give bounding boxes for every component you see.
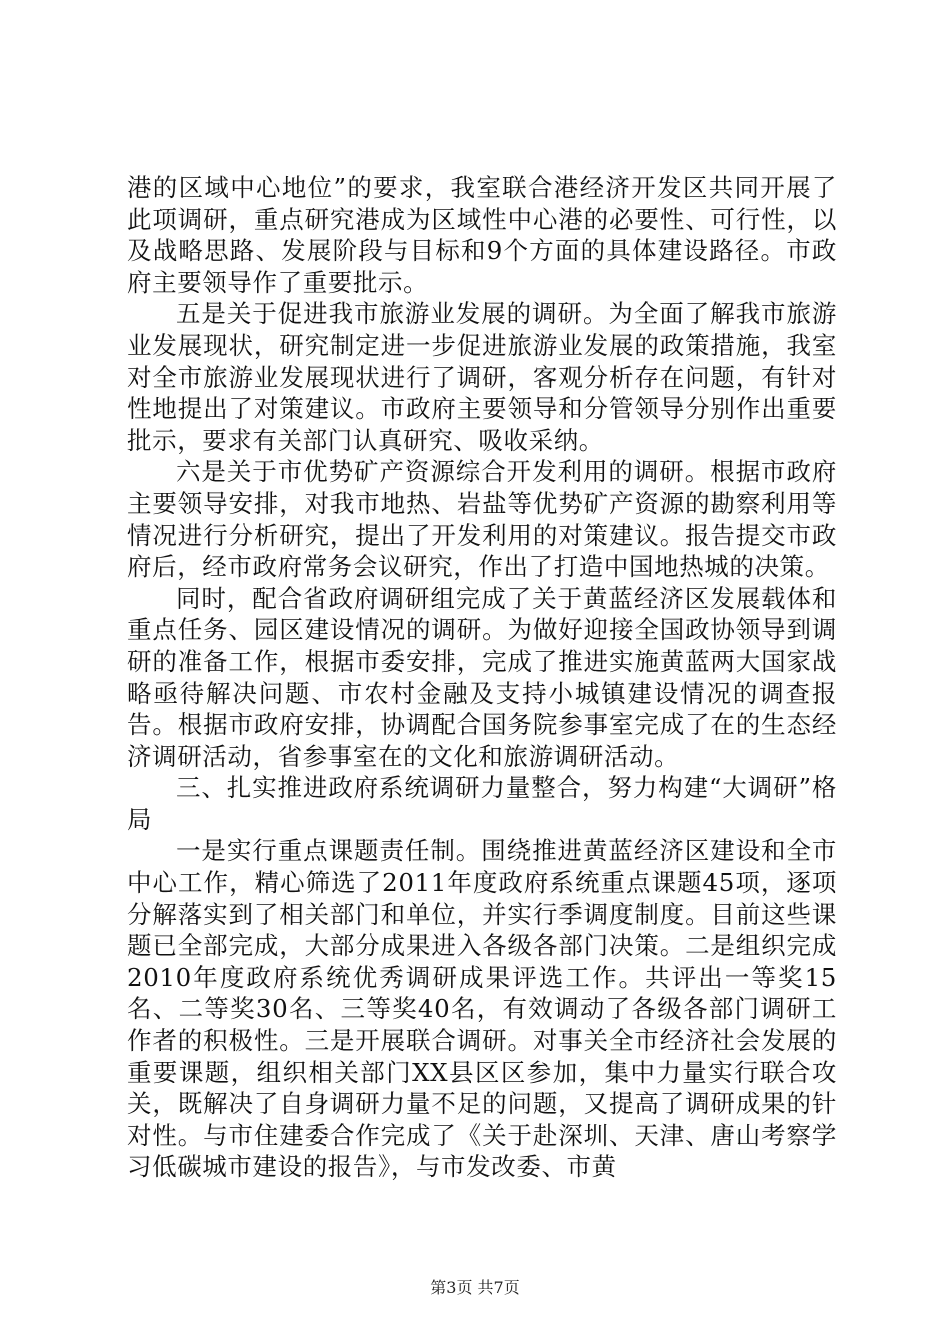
paragraph-4: 同时，配合省政府调研组完成了关于黄蓝经济区发展载体和重点任务、园区建设情况的调研。为做好迎接全国政协领导到调研的准备工作，根据市委安排，完成了推进实施黄蓝两大国家战略亟待解决问题、市农村金融及支持小城镇建设情况的调查报告。根据市政府安排，协调配合国务院参事室完成了在的生态经济调研活动，省参事室在的文化和旅游调研活动。 <box>127 583 837 771</box>
paragraph-3: 六是关于市优势矿产资源综合开发利用的调研。根据市政府主要领导安排，对我市地热、岩盐等优势矿产资源的勘察利用等情况进行分析研究，提出了开发利用的对策建议。报告提交市政府后，经市政府常务会议研究，作出了打造中国地热城的决策。 <box>127 457 837 582</box>
body-text <box>127 172 837 1183</box>
paragraph-1: 港的区域中心地位”的要求，我室联合港经济开发区共同开展了此项调研，重点研究港成为区域性中心港的必要性、可行性，以及战略思路、发展阶段与目标和9个方面的具体建设路径。市政府主要领导作了重要批示。 <box>127 173 837 297</box>
paragraph-2: 五是关于促进我市旅游业发展的调研。为全面了解我市旅游业发展现状，研究制定进一步促进旅游业发展的政策措施，我室对全市旅游业发展现状进行了调研，客观分析存在问题，有针对性地提出了对策建议。市政府主要领导和分管领导分别作出重要批示，要求有关部门认真研究、吸收采纳。 <box>127 299 837 455</box>
page-footer: 第3页 共7页 <box>430 1278 520 1297</box>
paragraph-5: 一是实行重点课题责任制。围绕推进黄蓝经济区建设和全市中心工作，精心筛选了2011年度政府系统重点课题45项，逐项分解落实到了相关部门和单位，并实行季调度制度。目前这些课题已全部完成，大部分成果进入各级各部门决策。二是组织完成2010年度政府系统优秀调研成果评选工作。共评出一等奖15名、二等奖30名、三等奖40名，有效调动了各级各部门调研工作者的积极性。三是开展联合调研。对事关全市经济社会发展的重要课题，组织相关部门XX县区区参加，集中力量实行联合攻关，既解决了自身调研力量不足的问题，又提高了调研成果的针对性。与市住建委合作完成了《关于赴深圳、天津、唐山考察学习低碳城市建设的报告》，与市发改委、市黄 <box>127 836 837 1182</box>
section-heading-3: 三、扎实推进政府系统调研力量整合，努力构建“大调研”格局 <box>127 773 837 834</box>
